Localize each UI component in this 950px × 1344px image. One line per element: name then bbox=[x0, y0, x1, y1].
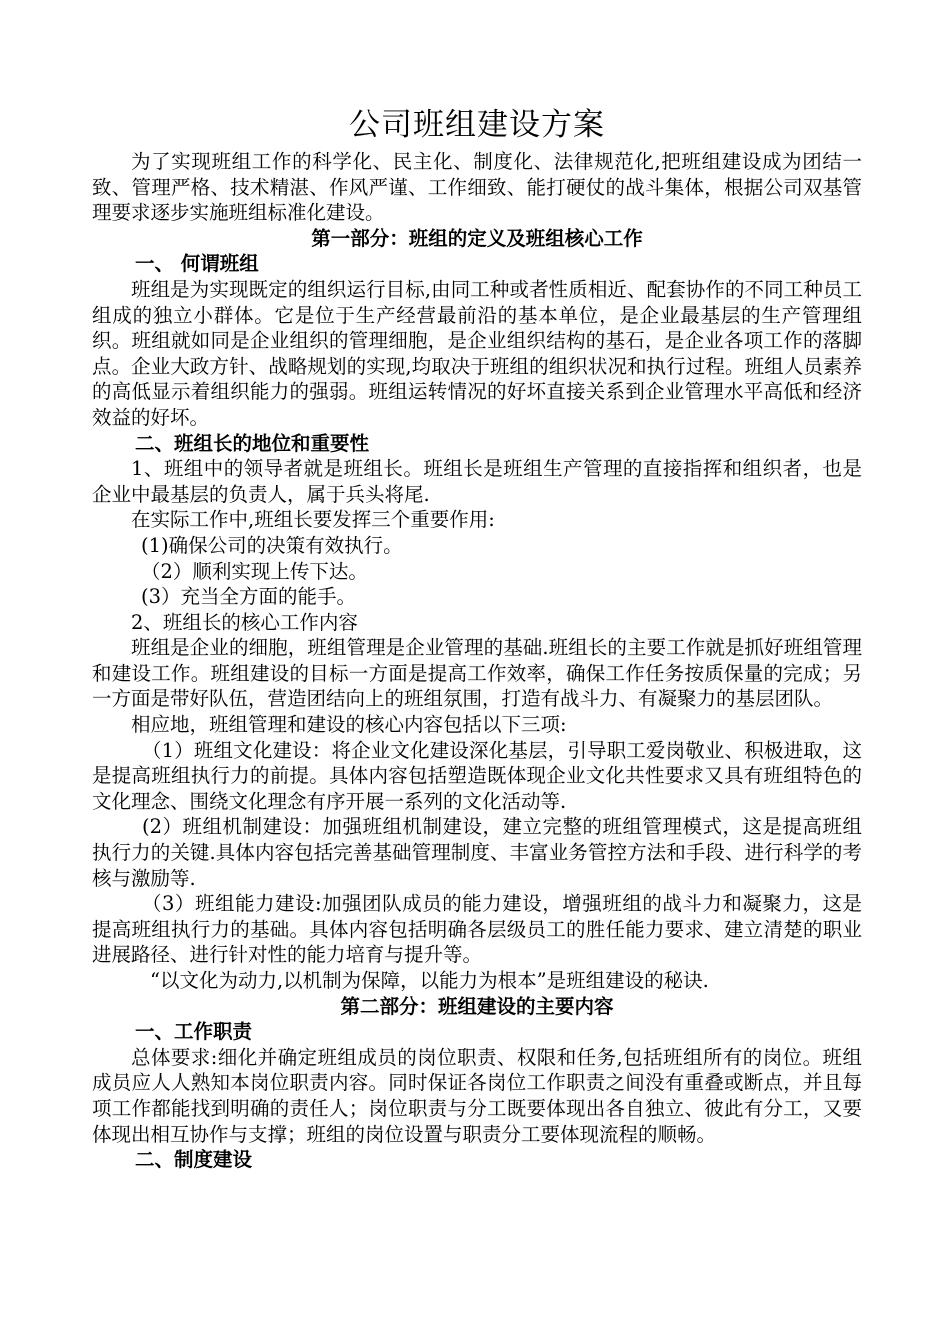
intro-paragraph: 为了实现班组工作的科学化、民主化、制度化、法律规范化,把班组建设成为团结一致、管理严格、技术精湛、作风严谨、工作细致、能打硬仗的战斗集体，根据公司双基管理要求逐步实施班组标准化建设。 bbox=[92, 150, 862, 225]
paragraph-leader-role: 1、班组中的领导者就是班组长。班组长是班组生产管理的直接指挥和组织者，也是企业中最基层的负责人，属于兵头将尾. bbox=[92, 457, 862, 506]
section-heading-job-duties: 一、工作职责 bbox=[135, 1020, 253, 1044]
paragraph-core-work-heading: 2、班组长的核心工作内容 bbox=[131, 610, 358, 634]
section-heading-what-is-team: 一、 何谓班组 bbox=[135, 252, 259, 276]
paragraph-core-work: 班组是企业的细胞，班组管理是企业管理的基础.班组长的主要工作就是抓好班组管理和建设工作。班组建设的目标一方面是提高工作效率，确保工作任务按质保量的完成；另一方面是带好队伍，营造团结向上的班组氛围，打造有战斗力、有凝聚力的基层团队。 bbox=[92, 636, 862, 711]
paragraph-job-duties: 总体要求:细化并确定班组成员的岗位职责、权限和任务,包括班组所有的岗位。班组成员应人人熟知本岗位职责内容。同时保证各岗位工作职责之间没有重叠或断点，并且每项工作都能找到明确的责任人；岗位职责与分工既要体现出各自独立、彼此有分工，又要体现出相互协作与支撑；班组的岗位设置与职责分工要体现流程的顺畅。 bbox=[92, 1045, 862, 1146]
paragraph-culture-building: （1）班组文化建设：将企业文化建设深化基层，引导职工爱岗敬业、积极进取，这是提高班组执行力的前提。具体内容包括塑造既体现企业文化共性要求又具有班组特色的文化理念、围绕文化理念有序开展一系列的文化活动等. bbox=[92, 738, 862, 813]
part2-heading: 第二部分：班组建设的主要内容 bbox=[340, 994, 614, 1018]
paragraph-mechanism-building: (2）班组机制建设：加强班组机制建设，建立完整的班组管理模式，这是提高班组执行力的关键.具体内容包括完善基础管理制度、丰富业务管控方法和手段、进行科学的考核与激励等. bbox=[92, 815, 862, 890]
paragraph-secret-quote: “以文化为动力,以机制为保障，以能力为根本”是班组建设的秘诀. bbox=[150, 969, 709, 992]
paragraph-capability-building: （3）班组能力建设:加强团队成员的能力建设，增强班组的战斗力和凝聚力，这是提高班组执行力的基础。具体内容包括明确各层级员工的胜任能力要求、建立清楚的职业进展路径、进行针对性的能力培育与提升等。 bbox=[92, 892, 862, 967]
part1-heading: 第一部分：班组的定义及班组核心工作 bbox=[311, 226, 643, 250]
document-title: 公司班组建设方案 bbox=[349, 107, 605, 143]
paragraph-team-definition: 班组是为实现既定的组织运行目标,由同工种或者性质相近、配套协作的不同工种员工组成的独立小群体。它是位于生产经营最前沿的基本单位，是企业最基层的生产管理组织。班组就如同是企业组织的管理细胞，是企业组织结构的基石，是企业各项工作的落脚点。企业大政方针、战略规划的实现,均取决于班组的组织状况和执行过程。班组人员素养的高低显示着组织能力的强弱。班组运转情况的好坏直接关系到企业管理水平高低和经济效益的好坏。 bbox=[92, 277, 862, 429]
list-item-role-3: (3）充当全方面的能手。 bbox=[141, 585, 357, 609]
section-heading-team-leader: 二、班组长的地位和重要性 bbox=[135, 431, 370, 455]
list-item-role-1: (1)确保公司的决策有效执行。 bbox=[141, 533, 403, 557]
section-heading-system-building: 二、制度建设 bbox=[135, 1148, 253, 1172]
paragraph-three-roles-intro: 在实际工作中,班组长要发挥三个重要作用: bbox=[131, 508, 495, 532]
paragraph-three-items-intro: 相应地，班组管理和建设的核心内容包括以下三项: bbox=[131, 713, 567, 737]
list-item-role-2: （2）顺利实现上传下达。 bbox=[141, 559, 368, 583]
